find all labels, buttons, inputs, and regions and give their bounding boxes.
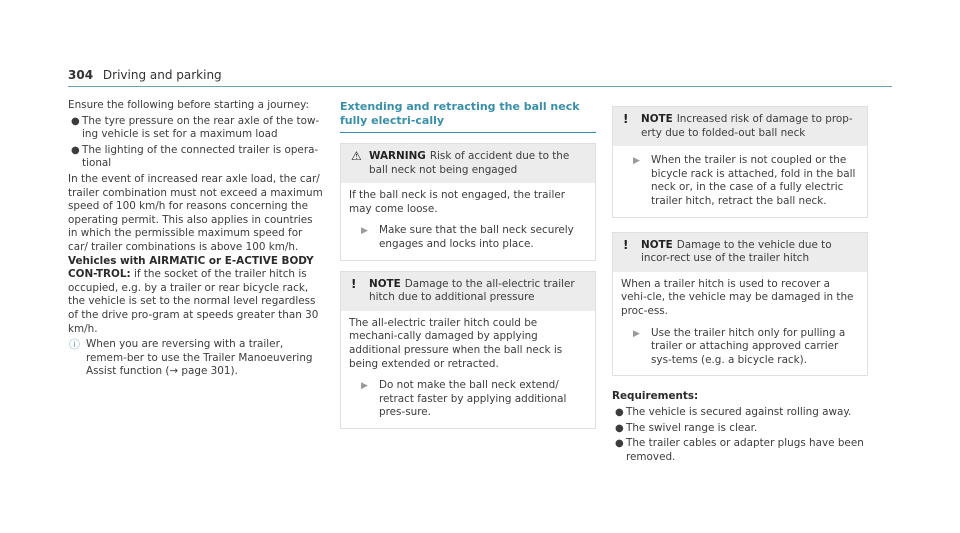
note-label: NOTE bbox=[369, 277, 401, 290]
bullet-icon: ● bbox=[71, 115, 80, 127]
info-icon: ⓘ bbox=[69, 338, 80, 352]
note-label: NOTE bbox=[641, 238, 673, 251]
header-rule bbox=[68, 86, 892, 87]
warning-step-text: Make sure that the ball neck securely engages and locks into place. bbox=[379, 224, 574, 250]
note-body-text: The all-electric trailer hitch could be mechani-cally damaged by applying additional pressure when the ball neck is being extended or retracted. bbox=[349, 316, 563, 370]
note-step-text: Do not make the ball neck extend/ retract faster by applying additional pres-sure. bbox=[379, 379, 567, 419]
bullet-icon: ● bbox=[615, 406, 624, 418]
exclamation-icon: ! bbox=[623, 112, 629, 126]
warning-body bbox=[341, 183, 595, 259]
note-body-text: When a trailer hitch is used to recover a vehi-cle, the vehicle may be damaged in the proc-ess. bbox=[621, 277, 854, 317]
note-step bbox=[349, 379, 587, 420]
vehicles-heading: Vehicles with AIRMATIC or E-ACTIVE BODY CON-TROL: bbox=[68, 254, 314, 281]
requirements-list bbox=[612, 406, 868, 464]
note-head-text: Damage to the vehicle due to incor-rect use of the trailer hitch bbox=[641, 238, 832, 265]
warning-head-text: Risk of accident due to the ball neck not being engaged bbox=[369, 150, 570, 176]
section-heading: Extending and retracting the ball neck fully electri-cally bbox=[340, 100, 580, 127]
column-middle bbox=[340, 100, 596, 429]
section-title: Driving and parking bbox=[102, 68, 222, 82]
note-label: NOTE bbox=[641, 113, 673, 125]
note-head-text: Damage to the all-electric trailer hitch due to additional pressure bbox=[369, 277, 575, 304]
step-arrow-icon: ▶ bbox=[361, 381, 368, 392]
info-note bbox=[68, 338, 324, 379]
note-box-misuse bbox=[612, 232, 868, 377]
note-step bbox=[621, 327, 859, 368]
exclamation-icon: ! bbox=[351, 276, 357, 291]
step-arrow-icon: ▶ bbox=[633, 328, 640, 339]
list-item: ● The lighting of the connected trailer is opera-tional bbox=[71, 143, 319, 170]
note-step-text: When the trailer is not coupled or the bicycle rack is attached, fold in the ball neck or, in the case of a fully electric trailer hitch, retract the ball neck. bbox=[651, 154, 856, 207]
note-step-text: Use the trailer hitch only for pulling a trailer or attaching approved carrier sys-tems (e.g. a bicycle rack). bbox=[651, 326, 846, 366]
bullet-icon: ● bbox=[71, 144, 80, 156]
note-header bbox=[613, 233, 867, 272]
note-step bbox=[621, 154, 859, 208]
warning-triangle-icon: ⚠ bbox=[351, 149, 362, 163]
intro-text: Ensure the following before starting a journey: bbox=[68, 99, 310, 111]
note-body bbox=[613, 146, 867, 216]
section-heading-rule bbox=[340, 132, 596, 133]
page-header bbox=[68, 68, 222, 82]
warning-body-text: If the ball neck is not engaged, the trailer may come loose. bbox=[349, 189, 565, 215]
list-item: ● The vehicle is secured against rolling away. bbox=[615, 405, 852, 418]
list-item: ● The tyre pressure on the rear axle of the tow-ing vehicle is set for a maximum load bbox=[71, 114, 320, 141]
column-right bbox=[612, 106, 868, 466]
note-head-text: Increased risk of damage to prop-erty due to folded-out ball neck bbox=[641, 113, 853, 139]
axle-load-paragraph: In the event of increased rear axle load, the car/ trailer combination must not exceed a maximum speed of 100 km/h for reasons concerning the operating permit. This also applies in countries in which the permissible maximum speed for car/ trailer combinations is above 100 km/h. bbox=[68, 172, 323, 253]
vehicles-paragraph bbox=[68, 255, 324, 337]
column-left bbox=[68, 99, 324, 379]
note-header bbox=[341, 272, 595, 311]
list-item: ● The trailer cables or adapter plugs have been removed. bbox=[615, 437, 864, 463]
bullet-icon: ● bbox=[615, 422, 624, 434]
requirements-heading: Requirements: bbox=[612, 390, 699, 403]
step-arrow-icon: ▶ bbox=[633, 156, 640, 167]
warning-label: WARNING bbox=[369, 150, 426, 162]
checklist bbox=[68, 115, 324, 171]
note-box-fold bbox=[612, 106, 868, 218]
list-item: ● The swivel range is clear. bbox=[615, 421, 758, 434]
note-header bbox=[613, 107, 867, 146]
bullet-icon: ● bbox=[615, 438, 624, 450]
note-body bbox=[613, 272, 867, 376]
step-arrow-icon: ▶ bbox=[361, 226, 368, 237]
info-note-text[interactable]: When you are reversing with a trailer, remem-ber to use the Trailer Manoeuvering Assist function (→ page 301). bbox=[86, 338, 313, 378]
exclamation-icon: ! bbox=[623, 237, 629, 252]
note-box bbox=[340, 271, 596, 429]
page-number: 304 bbox=[68, 68, 94, 82]
note-body bbox=[341, 311, 595, 428]
warning-box bbox=[340, 143, 596, 261]
warning-header bbox=[341, 144, 595, 183]
warning-step bbox=[349, 224, 587, 251]
vehicles-text: if the socket of the trailer hitch is occupied, e.g. by a trailer or rear bicycle rack, the vehicle is set to the normal level regardless of the drive pro-gram at speeds greater than 30 km/h. bbox=[68, 268, 319, 335]
